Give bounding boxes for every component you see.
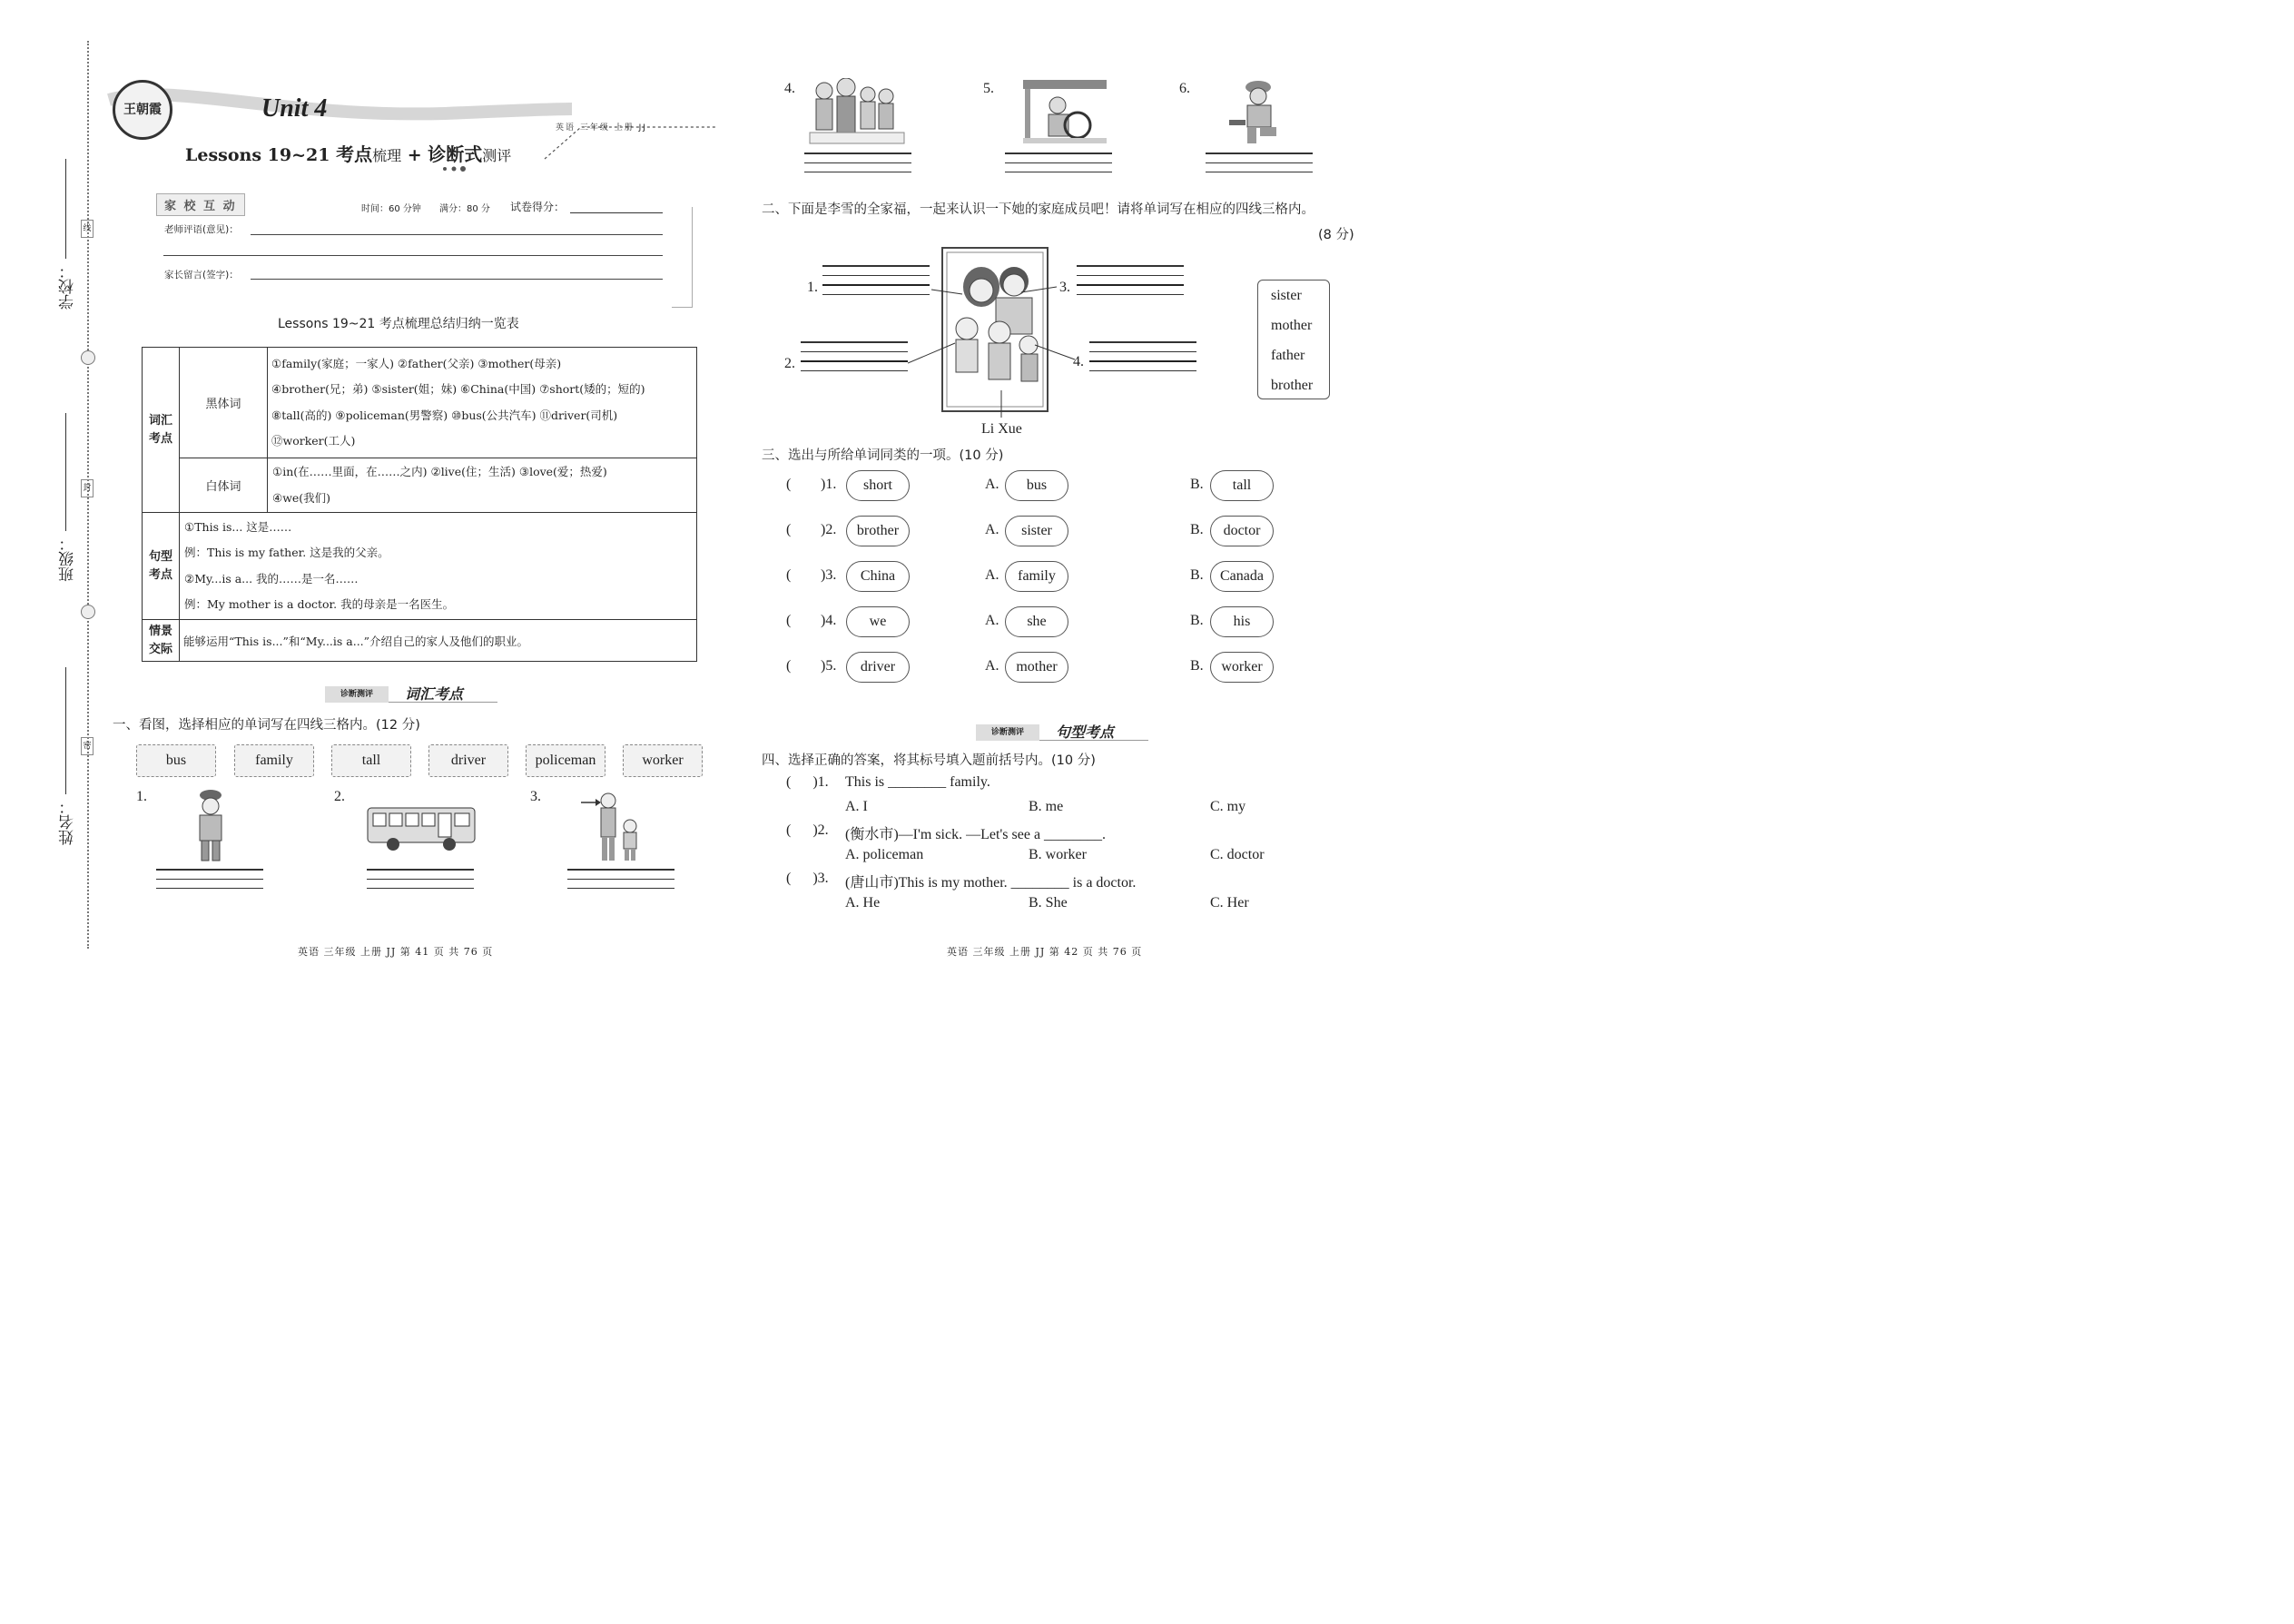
plain-words-line-1: ①in(在……里面，在……之内) ②live(住；生活) ③love(爱；热爱): [272, 465, 607, 478]
school-label: 学校：: [59, 263, 77, 310]
parent-comment-line[interactable]: [251, 279, 663, 280]
s4-option-c[interactable]: C. my: [1210, 799, 1246, 814]
item-6-number: 6.: [1179, 81, 1190, 96]
sentence-banner-big: 句型考点: [1056, 723, 1115, 741]
summary-table: [142, 347, 697, 662]
item-4-writing-lines[interactable]: [804, 153, 911, 181]
word-box-driver: driver: [428, 744, 508, 777]
s3-option-b[interactable]: his: [1210, 606, 1274, 637]
bus-illustration: [366, 804, 478, 851]
bold-words-line-1: ①family(家庭；一家人) ②father(父亲) ③mother(母亲): [271, 356, 562, 370]
s3-option-b[interactable]: doctor: [1210, 516, 1274, 546]
s3-option-b-label: B.: [1190, 613, 1204, 628]
s3-option-a-label: A.: [985, 567, 999, 583]
s3-given-word: brother: [846, 516, 910, 546]
class-underline: [65, 413, 66, 531]
word-box-bus: bus: [136, 744, 216, 777]
section4-title: 四、选择正确的答案，将其标号填入题前括号内。(10 分): [762, 753, 1096, 768]
s3-option-b-label: B.: [1190, 567, 1204, 583]
family-writing-lines-1[interactable]: [822, 265, 930, 303]
summary-title: Lessons 19~21 考点梳理总结归纳一览表: [278, 317, 519, 331]
s4-option-a[interactable]: A. policeman: [845, 847, 924, 862]
plain-words-label: 白体词: [180, 458, 268, 513]
s3-paren: (: [786, 613, 792, 628]
situation-label: 情景 交际: [143, 620, 180, 662]
s3-paren: (: [786, 477, 792, 492]
score-line[interactable]: [570, 212, 663, 213]
vocab-banner: [325, 684, 497, 704]
word-bank: [1257, 280, 1330, 399]
situation-cell: 能够运用“This is...”和“My...is a...”介绍自己的家人及他们的职业。: [180, 620, 697, 662]
s3-option-b-label: B.: [1190, 522, 1204, 537]
lessons-title: Lessons 19~21 考点梳理 + 诊断式测评: [185, 143, 512, 165]
section2-score: (8 分): [1318, 228, 1354, 242]
policeman-illustration: [191, 788, 231, 865]
score-label: 试卷得分：: [510, 201, 566, 213]
s4-question-number: ( )1.: [786, 774, 829, 790]
name-label: 姓名：: [59, 799, 77, 845]
s3-paren: (: [786, 658, 792, 674]
bold-words-line-4: ⑫worker(工人): [271, 434, 356, 448]
s3-given-word: China: [846, 561, 910, 592]
s3-paren: (: [786, 522, 792, 537]
binding-hole-2: [81, 605, 95, 619]
s3-option-a-label: A.: [985, 658, 999, 674]
s3-question-number: )3.: [821, 567, 837, 583]
s3-option-a[interactable]: bus: [1005, 470, 1068, 501]
section1-title: 一、看图，选择相应的单词写在四线三格内。(12 分): [113, 718, 420, 733]
s3-option-a-label: A.: [985, 522, 999, 537]
s3-option-a[interactable]: family: [1005, 561, 1068, 592]
s4-option-a[interactable]: A. He: [845, 895, 881, 910]
grade-badge: 英语 三年级 上册 JJ: [556, 123, 647, 133]
family-illustration: [806, 78, 908, 147]
plain-words-cell: [268, 458, 697, 513]
vocab-banner-big: 词汇考点: [405, 685, 464, 703]
s4-question-text: This is ________ family.: [845, 774, 990, 790]
family-photo-caption: Li Xue: [981, 421, 1022, 437]
s4-option-c[interactable]: C. doctor: [1210, 847, 1265, 862]
family-label-1: 1.: [807, 280, 818, 295]
s4-question-text: (唐山市)This is my mother. ________ is a doctor.: [845, 875, 1137, 891]
binding-tag-secret: 密: [81, 737, 94, 755]
bold-words-line-3: ⑧tall(高的) ⑨policeman(男警察) ⑩bus(公共汽车) ⑪driver(司机): [271, 408, 618, 422]
s3-question-number: )5.: [821, 658, 837, 674]
item-3-number: 3.: [530, 789, 541, 804]
unit-title: Unit 4: [261, 94, 328, 123]
full-score: 满分：80 分: [439, 204, 490, 214]
family-writing-lines-3[interactable]: [1077, 265, 1184, 303]
word-bank-mother: mother: [1271, 318, 1313, 333]
s3-given-word: driver: [846, 652, 910, 683]
item-2-writing-lines[interactable]: [367, 869, 474, 897]
sentence-line-1: ①This is... 这是……: [184, 519, 292, 534]
item-1-writing-lines[interactable]: [156, 869, 263, 897]
plain-words-line-2: ④we(我们): [272, 490, 331, 505]
word-bank-brother: brother: [1271, 378, 1314, 393]
pointer-lines: [908, 272, 1080, 418]
vocab-banner-small: 诊断测评: [325, 686, 389, 703]
vocab-banner-arrow: [389, 702, 497, 703]
item-1-number: 1.: [136, 789, 147, 804]
exam-time: 时间：60 分钟: [361, 204, 421, 214]
word-box-worker: worker: [623, 744, 703, 777]
s3-given-word: short: [846, 470, 910, 501]
s3-option-a[interactable]: mother: [1005, 652, 1068, 683]
s3-paren: (: [786, 567, 792, 583]
s4-question-number: ( )3.: [786, 871, 829, 886]
worker-illustration: [1224, 78, 1289, 147]
item-4-number: 4.: [784, 81, 795, 96]
item-5-number: 5.: [983, 81, 994, 96]
s4-option-b[interactable]: B. me: [1029, 799, 1064, 814]
s4-option-a[interactable]: A. I: [845, 799, 868, 814]
s4-option-b[interactable]: B. worker: [1029, 847, 1087, 862]
sentence-banner-arrow: [1039, 740, 1148, 741]
item-6-writing-lines[interactable]: [1206, 153, 1313, 181]
sentence-banner-small: 诊断测评: [976, 724, 1039, 741]
s3-option-a[interactable]: sister: [1005, 516, 1068, 546]
s3-given-word: we: [846, 606, 910, 637]
sentence-banner: [976, 723, 1148, 743]
s3-question-number: )2.: [821, 522, 837, 537]
s3-option-a-label: A.: [985, 477, 999, 492]
binding-tag-seal: 封: [81, 479, 94, 497]
s3-question-number: )1.: [821, 477, 837, 492]
s3-option-b[interactable]: worker: [1210, 652, 1274, 683]
bold-words-label: 黑体词: [180, 348, 268, 458]
item-2-number: 2.: [334, 789, 345, 804]
bold-words-line-2: ④brother(兄；弟) ⑤sister(姐；妹) ⑥China(中国) ⑦short(矮的；短的): [271, 382, 645, 396]
home-school-label: 家 校 互 动: [156, 193, 245, 216]
s3-option-a[interactable]: she: [1005, 606, 1068, 637]
family-writing-lines-2[interactable]: [801, 341, 908, 379]
word-bank-father: father: [1271, 348, 1305, 363]
family-label-2: 2.: [784, 356, 795, 371]
s3-option-b-label: B.: [1190, 477, 1204, 492]
s3-option-b[interactable]: Canada: [1210, 561, 1274, 592]
teacher-comment-line-1[interactable]: [251, 234, 663, 235]
family-label-4: 4.: [1073, 354, 1084, 369]
publisher-logo: 王朝霞: [113, 80, 172, 140]
right-footer: 英语 三年级 上册 JJ 第 42 页 共 76 页: [947, 946, 1143, 958]
name-underline: [65, 667, 66, 794]
word-bank-sister: sister: [1271, 288, 1302, 303]
sentence-line-2: 例：This is my father. 这是我的父亲。: [184, 546, 389, 559]
section3-title: 三、选出与所给单词同类的一项。(10 分): [762, 448, 1004, 463]
driver-illustration: [1021, 78, 1108, 145]
word-box-family: family: [234, 744, 314, 777]
s3-question-number: )4.: [821, 613, 837, 628]
sentence-line-4: 例：My mother is a doctor. 我的母亲是一名医生。: [184, 597, 455, 611]
teacher-comment-label: 老师评语(意见)：: [164, 224, 239, 235]
sentence-label: 句型 考点: [143, 513, 180, 620]
sentence-line-3: ②My...is a... 我的……是一名……: [184, 571, 359, 586]
s3-option-b[interactable]: tall: [1210, 470, 1274, 501]
word-box-policeman: policeman: [526, 744, 605, 777]
teacher-comment-line-2[interactable]: [163, 255, 663, 256]
sentences-cell: [180, 513, 697, 620]
s4-option-b[interactable]: B. She: [1029, 895, 1068, 910]
s4-option-c[interactable]: C. Her: [1210, 895, 1249, 910]
s3-option-a-label: A.: [985, 613, 999, 628]
family-writing-lines-4[interactable]: [1089, 341, 1196, 379]
s3-option-b-label: B.: [1190, 658, 1204, 674]
family-label-3: 3.: [1059, 280, 1070, 295]
left-footer: 英语 三年级 上册 JJ 第 41 页 共 76 页: [298, 946, 494, 958]
s4-question-text: (衡水市)—I'm sick. —Let's see a ________.: [845, 827, 1107, 842]
binding-hole-1: [81, 350, 95, 365]
bold-words-cell: [268, 348, 697, 458]
word-box-tall: tall: [331, 744, 411, 777]
parent-comment-label: 家长留言(签字)：: [164, 270, 239, 281]
s4-question-number: ( )2.: [786, 822, 829, 838]
binding-tag-line: 线: [81, 220, 94, 238]
class-label: 班级：: [59, 536, 77, 582]
comment-frame: [672, 207, 693, 308]
item-5-writing-lines[interactable]: [1005, 153, 1112, 181]
section2-title: 二、下面是李雪的全家福，一起来认识一下她的家庭成员吧！请将单词写在相应的四线三格内。: [762, 202, 1314, 217]
item-3-writing-lines[interactable]: [567, 869, 674, 897]
vocab-label: 词汇 考点: [143, 348, 180, 513]
tall-short-illustration: [579, 792, 643, 864]
school-underline: [65, 159, 66, 259]
